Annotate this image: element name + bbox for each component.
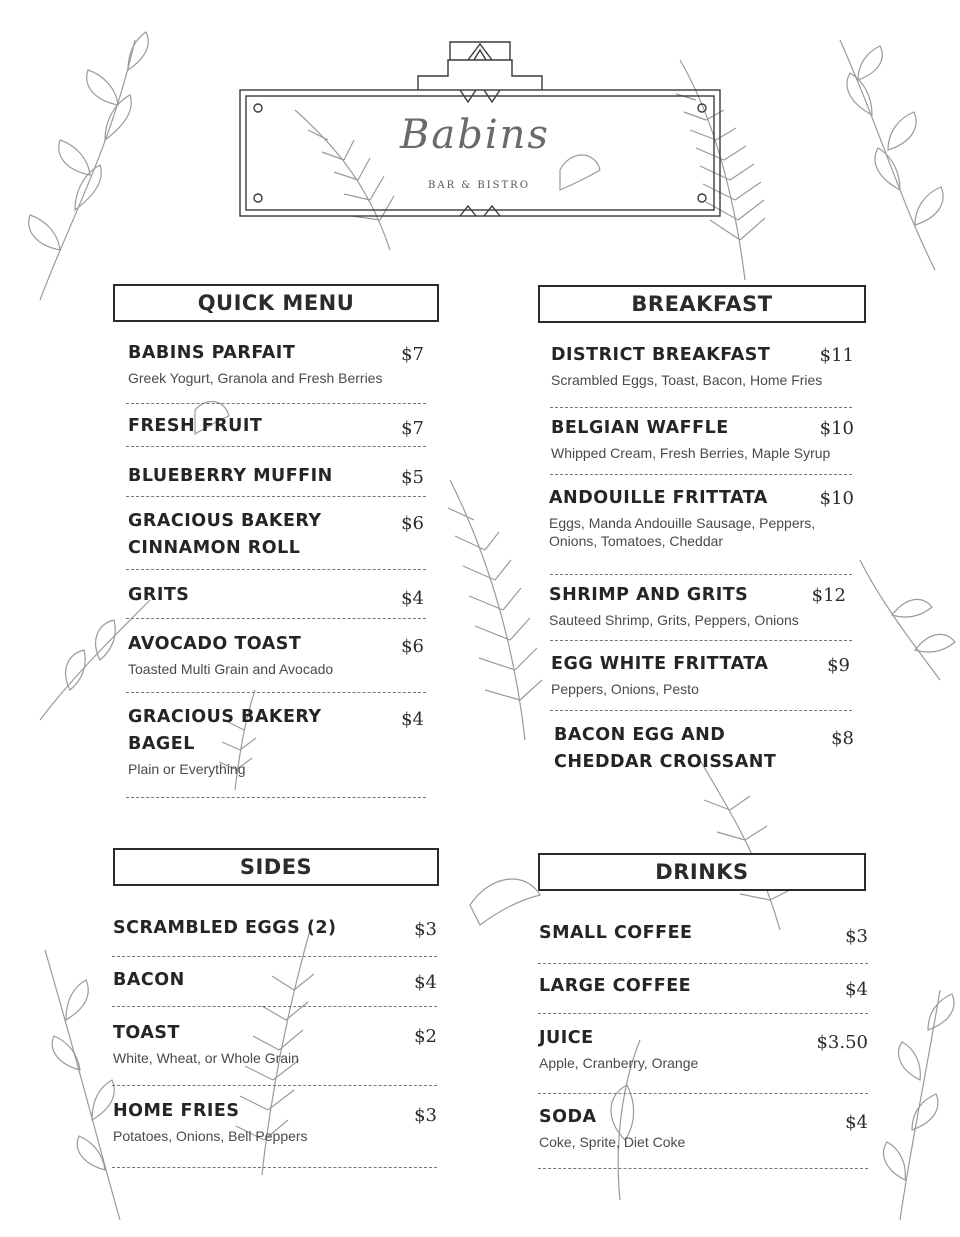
item-price: $3 [414,1105,437,1126]
item-description: Whipped Cream, Fresh Berries, Maple Syrup [551,445,831,461]
brand-subtitle: BAR & BISTRO [428,180,530,191]
item-name: SCRAMBLED EGGS (2) [113,918,337,938]
dotted-divider [112,1085,437,1086]
menu-item [113,915,403,942]
item-name: SHRIMP AND GRITS [549,585,749,605]
dotted-divider [126,403,426,404]
menu-item [551,415,831,462]
item-price: $7 [401,418,424,439]
dotted-divider [112,1167,437,1168]
item-description: Greek Yogurt, Granola and Fresh Berries [128,370,383,386]
menu-item [128,340,398,387]
menu-item [549,485,839,550]
item-price: $3 [414,919,437,940]
menu-item [113,967,403,994]
item-name: SODA [539,1107,597,1127]
item-description: Plain or Everything [128,761,246,777]
menu-item [539,1025,819,1072]
item-name: BACON [113,970,185,990]
item-price: $8 [831,728,854,749]
menu-item [539,973,819,1000]
item-price: $6 [401,513,424,534]
item-description: Toasted Multi Grain and Avocado [128,661,334,677]
item-description: Coke, Sprite, Diet Coke [539,1134,686,1150]
item-price: $4 [401,588,424,609]
item-price: $4 [845,979,868,1000]
menu-item [554,722,834,776]
item-name: EGG WHITE FRITTATA [551,654,769,674]
item-name: BABINS PARFAIT [128,343,296,363]
item-description: Eggs, Manda Andouille Sausage, Peppers, Onions, Tomatoes, Cheddar [549,515,816,549]
dotted-divider [112,1006,437,1007]
item-description: Sauteed Shrimp, Grits, Peppers, Onions [549,612,799,628]
item-description: Apple, Cranberry, Orange [539,1055,699,1071]
item-price: $4 [414,972,437,993]
dotted-divider [550,710,852,711]
menu-item [551,342,831,389]
brand-name: Babins [400,112,550,158]
dotted-divider [538,1168,868,1169]
item-price: $6 [401,636,424,657]
quick-menu-header: QUICK MENU [113,284,439,322]
menu-item [128,582,398,609]
dotted-divider [126,446,426,447]
dotted-divider [538,1093,868,1094]
drinks-header: DRINKS [538,853,866,891]
menu-item [539,920,819,947]
item-name: SMALL COFFEE [539,923,693,943]
item-name: DISTRICT BREAKFAST [551,345,771,365]
menu-item [539,1104,819,1151]
sides-header: SIDES [113,848,439,886]
item-price: $10 [819,418,854,439]
item-name: JUICE [539,1028,594,1048]
dotted-divider [550,574,852,575]
item-name: HOME FRIES [113,1101,240,1121]
item-name: BLUEBERRY MUFFIN [128,466,333,486]
item-name: AVOCADO TOAST [128,634,302,654]
dotted-divider [126,569,426,570]
dotted-divider [538,1013,868,1014]
item-price: $5 [401,467,424,488]
menu-item [549,582,839,629]
item-name: BELGIAN WAFFLE [551,418,729,438]
item-name: GRITS [128,585,190,605]
dotted-divider [126,618,426,619]
dotted-divider [126,496,426,497]
menu-item [551,651,831,698]
item-description: Peppers, Onions, Pesto [551,681,699,697]
item-price: $4 [401,709,424,730]
item-price: $9 [827,655,850,676]
menu-item [128,413,398,440]
dotted-divider [538,963,868,964]
item-price: $2 [414,1026,437,1047]
menu-item [128,631,398,678]
item-description: Potatoes, Onions, Bell Peppers [113,1128,308,1144]
item-name: ANDOUILLE FRITTATA [549,488,768,508]
item-price: $3.50 [816,1032,868,1053]
item-price: $12 [811,585,846,606]
dotted-divider [550,407,852,408]
item-description: Scrambled Eggs, Toast, Bacon, Home Fries [551,372,823,388]
breakfast-header: BREAKFAST [538,285,866,323]
menu-item [128,704,398,778]
item-name: BACON EGG AND CHEDDAR CROISSANT [554,725,777,772]
item-price: $10 [819,488,854,509]
item-description: White, Wheat, or Whole Grain [113,1050,299,1066]
item-name: GRACIOUS BAKERY BAGEL [128,707,322,754]
item-price: $3 [845,926,868,947]
dotted-divider [550,640,852,641]
item-name: GRACIOUS BAKERY CINNAMON ROLL [128,511,322,558]
dotted-divider [126,797,426,798]
item-name: LARGE COFFEE [539,976,692,996]
item-name: TOAST [113,1023,180,1043]
menu-item [113,1098,403,1145]
dotted-divider [550,474,852,475]
dotted-divider [126,692,426,693]
item-name: FRESH FRUIT [128,416,263,436]
item-price: $11 [819,345,854,366]
item-price: $4 [845,1112,868,1133]
dotted-divider [112,956,437,957]
menu-item [128,463,398,490]
menu-item [128,508,398,562]
menu-item [113,1020,403,1067]
item-price: $7 [401,344,424,365]
